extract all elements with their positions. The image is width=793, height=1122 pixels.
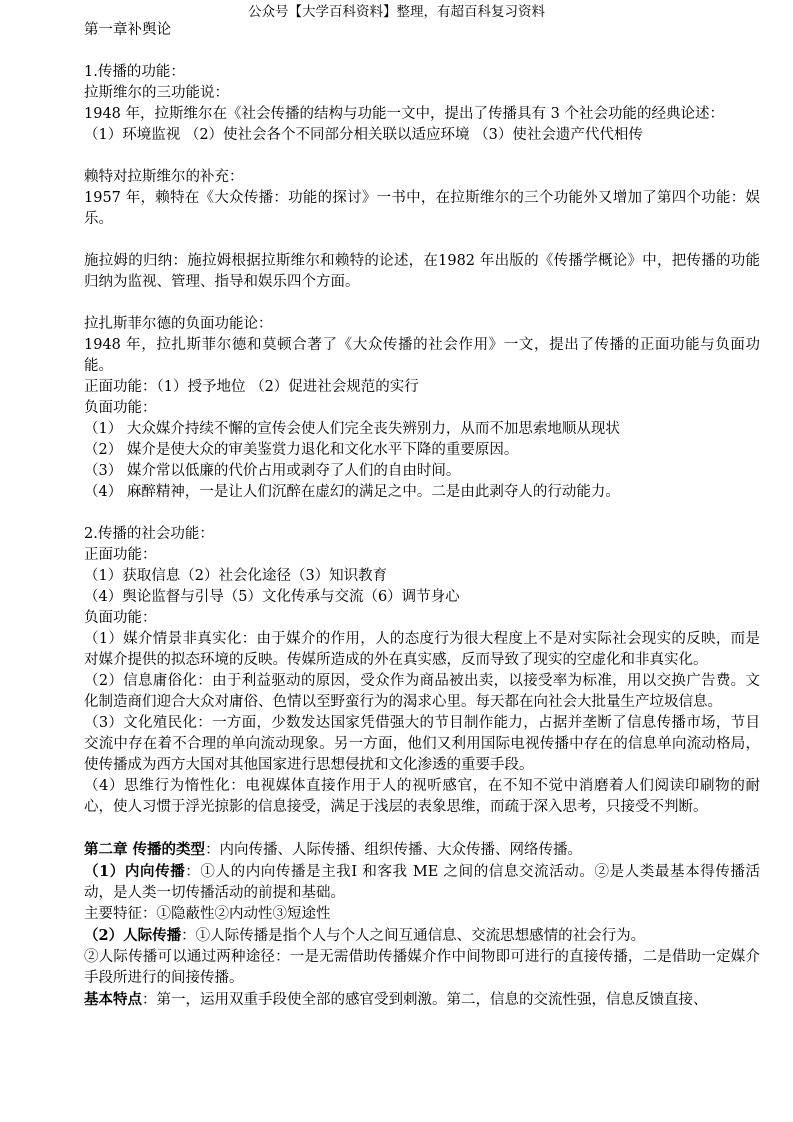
section1-heading: 1.传播的功能： [84,64,185,80]
basic-features-label: 基本特点 [84,991,142,1008]
positive-functions: 正面功能：（1）授予地位 （2）促进社会规范的实行 [84,379,419,395]
negative-item: （4） 麻醉精神，一是让人们沉醉在虚幻的满足之中。二是由此剥夺人的行动能力。 [84,484,620,500]
spacer [84,41,760,62]
spacer [84,503,760,524]
s2-positive-title: 正面功能： [84,547,157,563]
negative-item: （1） 大众媒介持续不懈的宣传会使人们完全丧失辨别力，从而不加思索地顺从现状 [84,421,620,437]
negative-item: （3） 媒介常以低廉的代价占用或剥夺了人们的自由时间。 [84,463,461,479]
interpersonal-text-2: ②人际传播可以通过两种途径：一是无需借助传播媒介作中间物即可进行的直接传播，二是借助一定媒介手段所进行的间接传播。 [84,949,760,986]
basic-features [84,989,760,1011]
s2-positive-line: （4）舆论监督与引导（5）文化传承与交流（6）调节身心 [84,589,460,605]
wright-text: 1957 年，赖特在《大众传播：功能的探讨》一书中，在拉斯维尔的三个功能外又增加了第四个功能：娱乐。 [84,190,760,227]
chapter2-title-rest: ：内向传播、人际传播、组织传播、大众传播、网络传播。 [205,842,583,858]
intrapersonal-para [84,861,760,904]
schramm-text: 施拉姆的归纳：施拉姆根据拉斯维尔和赖特的论述，在1982 年出版的《传播学概论》中，把传播的功能归纳为监视、管理、指导和娱乐四个方面。 [84,253,760,290]
basic-features-text: ：第一，运用双重手段使全部的感官受到刺激。第二，信息的交流性强，信息反馈直接、 [142,992,708,1008]
chapter2-title-bold: 第二章 传播的类型 [84,841,206,858]
spacer [84,230,760,251]
page-header: 公众号【大学百科资料】整理，有超百科复习资料 [248,4,545,20]
spacer [84,146,760,167]
lasswell-text: 1948 年，拉斯维尔在《社会传播的结构与功能一文中，提出了传播具有 3 个社会功能的经典论述： [84,106,724,122]
lazarsfeld-title: 拉扎斯菲尔德的负面功能论： [84,316,273,332]
s2-negative-para: （1）媒介情景非真实化：由于媒介的作用，人的态度行为很大程度上不是对实际社会现实的反映，而是对媒介提供的拟态环境的反映。传媒所造成的外在真实感，反而导致了现实的空虚化和非真实化。 [84,631,760,668]
lazarsfeld-text: 1948 年，拉扎斯菲尔德和莫顿合著了《大众传播的社会作用》一文，提出了传播的正面功能与负面功能。 [84,337,760,374]
interpersonal-label: （2）人际传播 [84,927,182,944]
interpersonal-para [84,925,760,947]
wright-title: 赖特对拉斯维尔的补充： [84,169,244,185]
lasswell-items: （1）环境监视 （2）使社会各个不同部分相关联以适应环境 （3）使社会遗产代代相传 [84,127,643,143]
interpersonal-text: ：①人际传播是指个人与个人之间互通信息、交流思想感情的社会行为。 [181,928,646,944]
intrapersonal-label: （1）内向传播 [84,863,186,880]
lasswell-title: 拉斯维尔的三功能说： [84,85,229,101]
chapter2-title [84,839,760,861]
intrapersonal-text: ：①人的内向传播是主我I 和客我 ME 之间的信息交流活动。②是人类最基本得传播活动，是人类一切传播活动的前提和基础。 [84,864,760,901]
s2-negative-para: （3）文化殖民化：一方面，少数发达国家凭借强大的节目制作能力，占据并垄断了信息传播市场，节目交流中存在着不合理的单向流动现象。另一方面，他们又利用国际电视传播中存在的信息单向流动格局，使传播成为西方大国对其他国家进行思想侵扰和文化渗透的重要手段。 [84,715,760,773]
chapter1-title: 第一章补舆论 [84,22,171,38]
negative-item: （2） 媒介是使大众的审美鉴赏力退化和文化水平下降的重要原因。 [84,442,519,458]
spacer [84,818,760,839]
spacer [84,293,760,314]
document-body [84,20,760,1011]
main-features: 主要特征：①隐蔽性②内动性③短途性 [84,906,331,922]
s2-negative-title: 负面功能： [84,610,157,626]
s2-positive-line: （1）获取信息（2）社会化途径（3）知识教育 [84,568,388,584]
s2-negative-para: （4）思维行为惰性化：电视媒体直接作用于人的视听感官，在不知不觉中消磨着人们阅读印刷物的耐心，使人习惯于浮光掠影的信息接受，满足于浅层的表象思维，而疏于深入思考，只接受不判断。 [84,778,760,815]
s2-negative-para: （2）信息庸俗化：由于利益驱动的原因，受众作为商品被出卖，以接受率为标准，用以交换广告费。文化制造商们迎合大众对庸俗、色情以至野蛮行为的渴求心里。每天都在向社会大批量生产垃圾信息。 [84,673,760,710]
negative-functions-title: 负面功能： [84,400,157,416]
section2-heading: 2.传播的社会功能： [84,526,214,542]
